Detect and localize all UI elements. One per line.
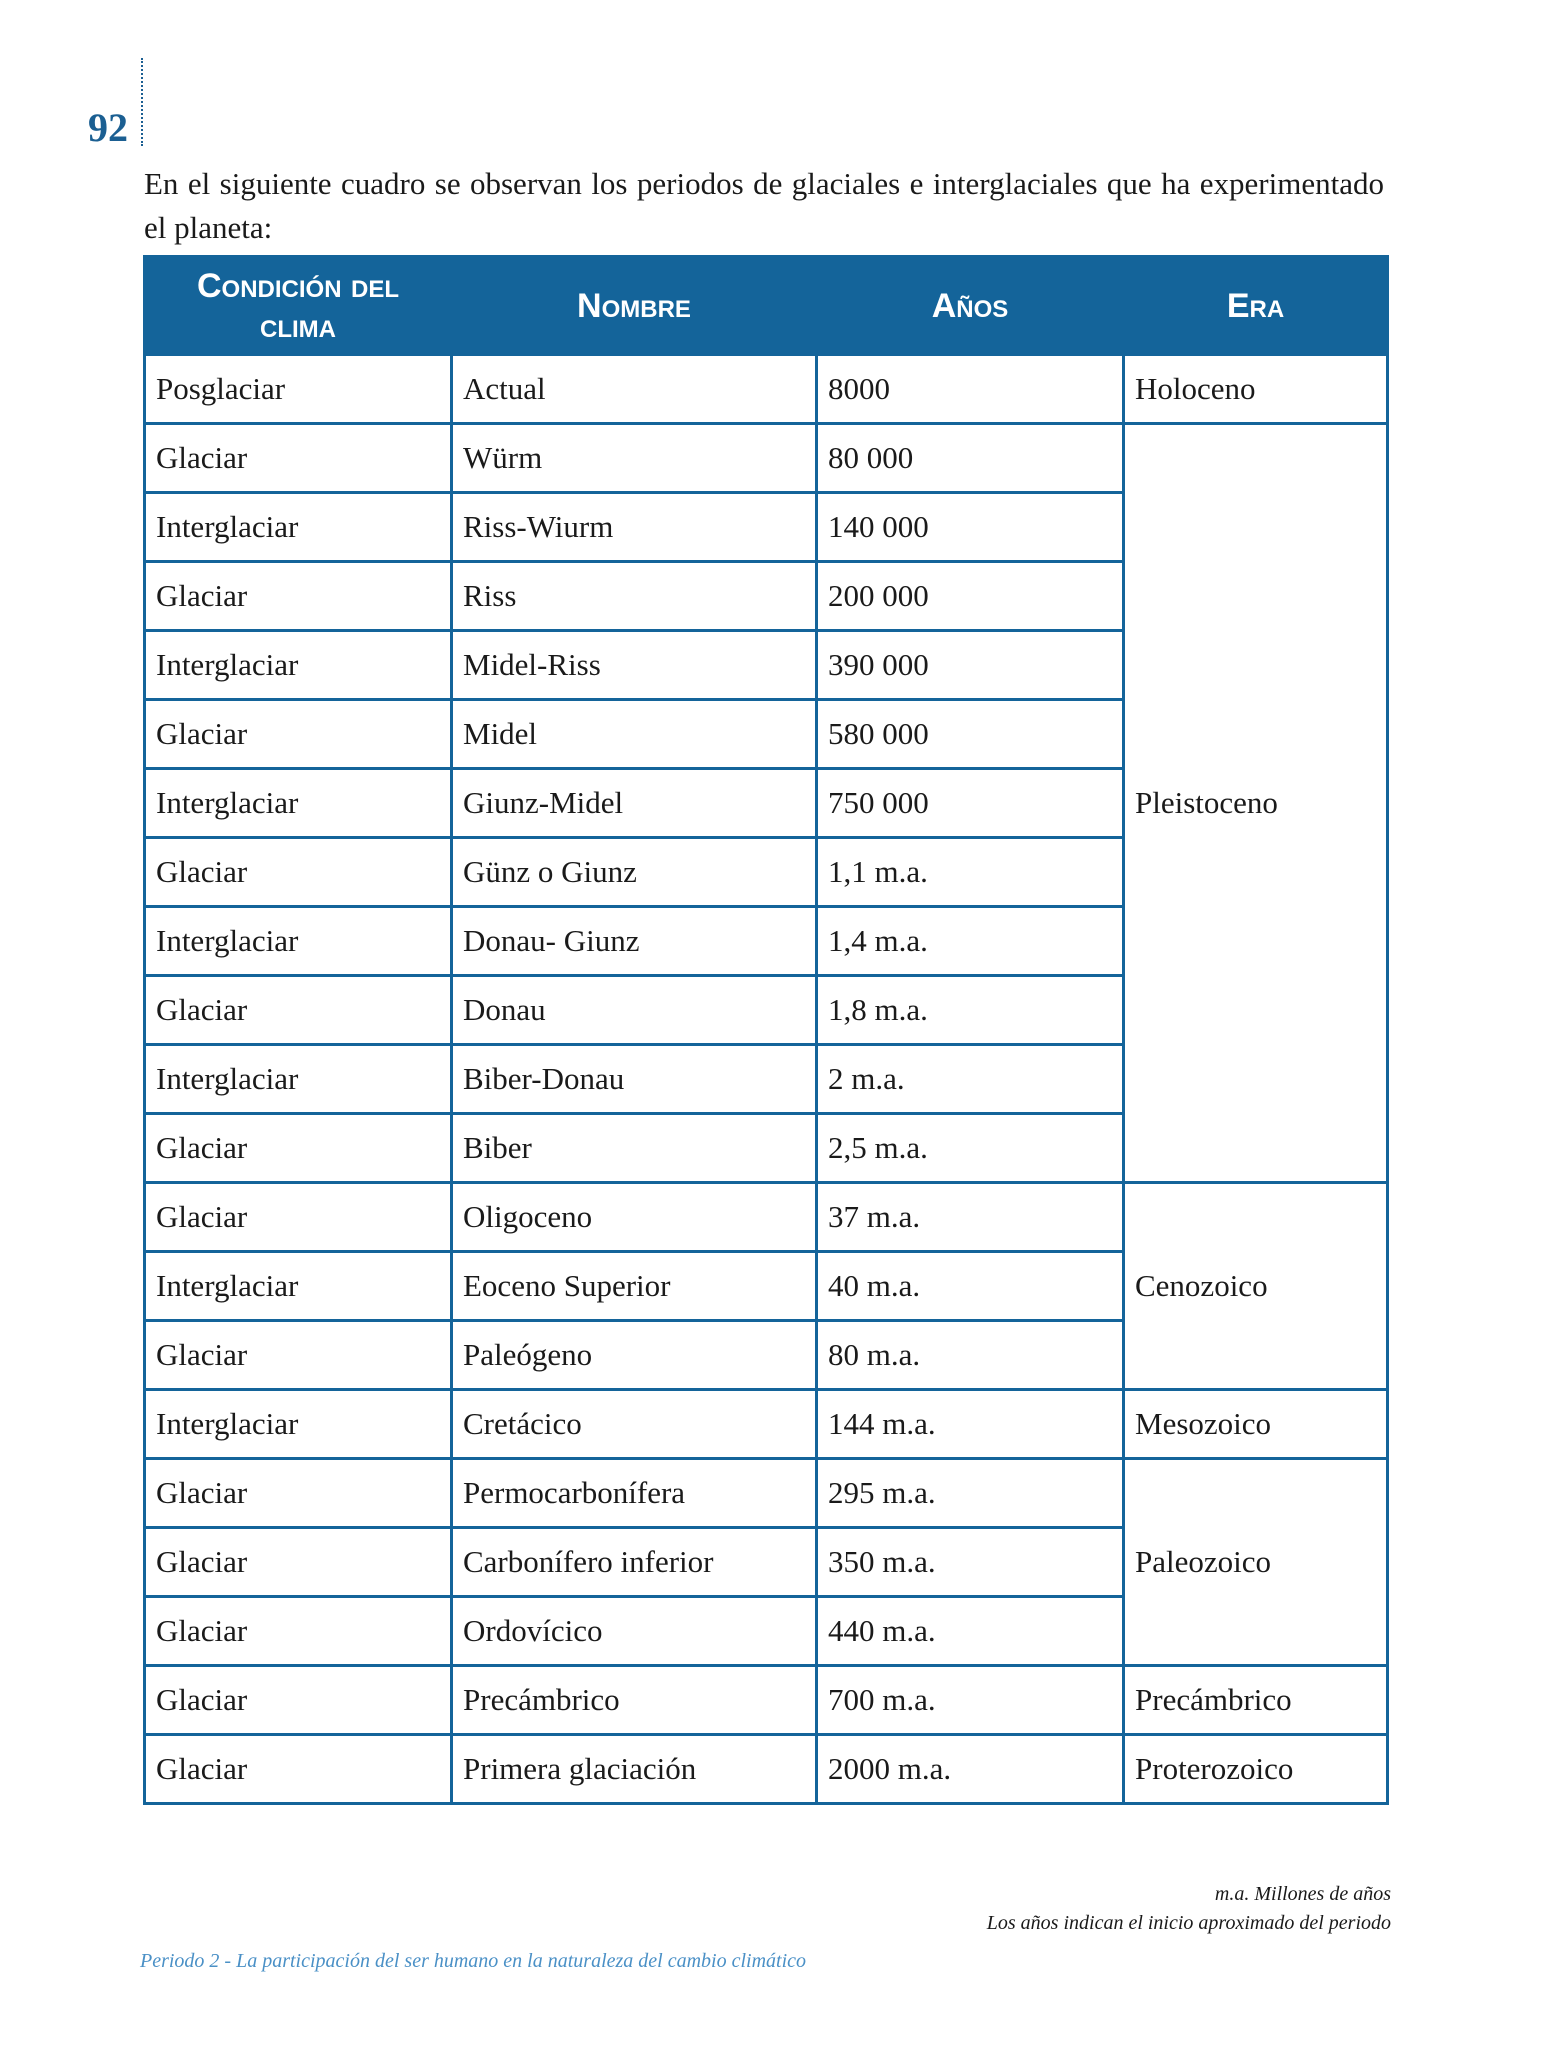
cell-nombre: Midel <box>452 700 817 769</box>
table-row <box>145 1183 1388 1252</box>
cell-condicion: Glaciar <box>145 838 452 907</box>
cell-nombre: Giunz-Midel <box>452 769 817 838</box>
cell-condicion: Glaciar <box>145 1666 452 1735</box>
table-row <box>145 1390 1388 1459</box>
cell-nombre: Primera glaciación <box>452 1735 817 1804</box>
cell-condicion: Interglaciar <box>145 631 452 700</box>
cell-condicion: Interglaciar <box>145 1045 452 1114</box>
cell-nombre: Permocarbonífera <box>452 1459 817 1528</box>
cell-nombre: Riss-Wiurm <box>452 493 817 562</box>
intro-paragraph: En el siguiente cuadro se observan los periodos de glaciales e interglaciales que ha experimentado el planeta: <box>144 166 1384 245</box>
cell-condicion: Glaciar <box>145 1183 452 1252</box>
table-header-row <box>145 257 1388 355</box>
cell-condicion: Glaciar <box>145 1597 452 1666</box>
cell-anos: 1,1 m.a. <box>817 838 1124 907</box>
cell-anos: 390 000 <box>817 631 1124 700</box>
cell-anos: 40 m.a. <box>817 1252 1124 1321</box>
cell-condicion: Interglaciar <box>145 907 452 976</box>
cell-nombre: Donau <box>452 976 817 1045</box>
table-row <box>145 1666 1388 1735</box>
cell-anos: 350 m.a. <box>817 1528 1124 1597</box>
header-condicion: Condición del clima <box>145 257 452 355</box>
footnote-years: Los años indican el inicio aproximado del periodo <box>986 1912 1391 1934</box>
cell-anos: 2,5 m.a. <box>817 1114 1124 1183</box>
cell-anos: 2000 m.a. <box>817 1735 1124 1804</box>
cell-anos: 8000 <box>817 355 1124 424</box>
cell-condicion: Glaciar <box>145 1321 452 1390</box>
cell-anos: 200 000 <box>817 562 1124 631</box>
cell-anos: 80 000 <box>817 424 1124 493</box>
cell-anos: 80 m.a. <box>817 1321 1124 1390</box>
cell-anos: 2 m.a. <box>817 1045 1124 1114</box>
cell-condicion: Glaciar <box>145 976 452 1045</box>
glaciations-table <box>143 255 1389 1805</box>
cell-nombre: Riss <box>452 562 817 631</box>
header-anos: Años <box>817 257 1124 355</box>
cell-condicion: Glaciar <box>145 1528 452 1597</box>
table-row <box>145 424 1388 493</box>
cell-nombre: Precámbrico <box>452 1666 817 1735</box>
cell-anos: 1,8 m.a. <box>817 976 1124 1045</box>
cell-nombre: Würm <box>452 424 817 493</box>
table-row <box>145 1459 1388 1528</box>
cell-nombre: Donau- Giunz <box>452 907 817 976</box>
cell-anos: 440 m.a. <box>817 1597 1124 1666</box>
cell-anos: 750 000 <box>817 769 1124 838</box>
header-era: Era <box>1124 257 1388 355</box>
cell-condicion: Glaciar <box>145 1735 452 1804</box>
cell-nombre: Biber-Donau <box>452 1045 817 1114</box>
cell-anos: 700 m.a. <box>817 1666 1124 1735</box>
cell-nombre: Ordovícico <box>452 1597 817 1666</box>
cell-nombre: Paleógeno <box>452 1321 817 1390</box>
cell-era: Mesozoico <box>1124 1390 1388 1459</box>
cell-era: Cenozoico <box>1124 1183 1388 1390</box>
table-row <box>145 355 1388 424</box>
cell-era: Paleozoico <box>1124 1459 1388 1666</box>
page-number: 92 <box>88 105 128 150</box>
cell-nombre: Actual <box>452 355 817 424</box>
cell-condicion: Interglaciar <box>145 493 452 562</box>
cell-anos: 37 m.a. <box>817 1183 1124 1252</box>
table-row <box>145 1735 1388 1804</box>
cell-nombre: Midel-Riss <box>452 631 817 700</box>
cell-condicion: Interglaciar <box>145 1252 452 1321</box>
cell-condicion: Glaciar <box>145 424 452 493</box>
cell-anos: 144 m.a. <box>817 1390 1124 1459</box>
page-footer: Periodo 2 - La participación del ser humano en la naturaleza del cambio climático <box>140 1950 807 1972</box>
cell-nombre: Cretácico <box>452 1390 817 1459</box>
cell-condicion: Glaciar <box>145 700 452 769</box>
cell-condicion: Glaciar <box>145 1459 452 1528</box>
cell-era: Holoceno <box>1124 355 1388 424</box>
cell-era: Precámbrico <box>1124 1666 1388 1735</box>
cell-condicion: Interglaciar <box>145 1390 452 1459</box>
table-body <box>145 355 1388 1804</box>
cell-anos: 140 000 <box>817 493 1124 562</box>
header-nombre: Nombre <box>452 257 817 355</box>
page-number-divider <box>141 58 143 146</box>
cell-nombre: Carbonífero inferior <box>452 1528 817 1597</box>
cell-era: Pleistoceno <box>1124 424 1388 1183</box>
cell-anos: 295 m.a. <box>817 1459 1124 1528</box>
cell-nombre: Biber <box>452 1114 817 1183</box>
cell-nombre: Günz o Giunz <box>452 838 817 907</box>
cell-nombre: Oligoceno <box>452 1183 817 1252</box>
cell-anos: 1,4 m.a. <box>817 907 1124 976</box>
cell-condicion: Glaciar <box>145 1114 452 1183</box>
cell-nombre: Eoceno Superior <box>452 1252 817 1321</box>
cell-condicion: Glaciar <box>145 562 452 631</box>
cell-era: Proterozoico <box>1124 1735 1388 1804</box>
cell-anos: 580 000 <box>817 700 1124 769</box>
cell-condicion: Interglaciar <box>145 769 452 838</box>
cell-condicion: Posglaciar <box>145 355 452 424</box>
footnote-abbreviation: m.a. Millones de años <box>1214 1883 1391 1905</box>
